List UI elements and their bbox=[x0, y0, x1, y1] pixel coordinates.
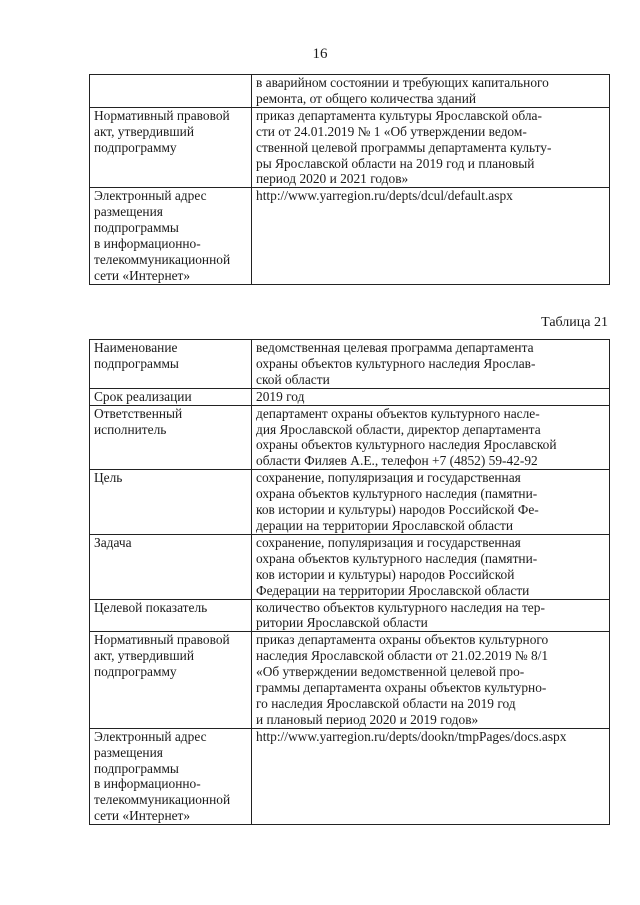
table-continued bbox=[89, 74, 610, 285]
row-value: приказ департамента культуры Ярославской обла- сти от 24.01.2019 № 1 «Об утверждении ведом- ственной целевой программы департамента культу- ры Ярославской области на 2019 год и плановый период 2020 и 2021 годов» bbox=[252, 107, 610, 188]
row-label: Ответственный исполнитель bbox=[90, 405, 252, 470]
table-row bbox=[90, 632, 610, 728]
row-value: приказ департамента охраны объектов культурного наследия Ярославской области от 21.02.2019 № 8/1 «Об утверждении ведомственной целевой про- граммы департамента охраны объектов культурно- го наследия Ярославской области на 2019 год и плановый период 2020 и 2019 годов» bbox=[252, 632, 610, 728]
row-label: Целевой показатель bbox=[90, 599, 252, 632]
row-value bbox=[252, 728, 610, 824]
row-label bbox=[90, 75, 252, 108]
row-value: количество объектов культурного наследия на тер- ритории Ярославской области bbox=[252, 599, 610, 632]
table-row bbox=[90, 388, 610, 405]
table-row bbox=[90, 599, 610, 632]
row-value: ведомственная целевая программа департамента охраны объектов культурного наследия Ярослав- ской области bbox=[252, 340, 610, 389]
row-value: 2019 год bbox=[252, 388, 610, 405]
row-label: Электронный адрес размещения подпрограммы в информационно- телекоммуникационной сети «Интернет» bbox=[90, 728, 252, 824]
table-row bbox=[90, 405, 610, 470]
table-row bbox=[90, 75, 610, 108]
row-label: Задача bbox=[90, 534, 252, 599]
table-caption: Таблица 21 bbox=[541, 315, 608, 330]
table-row bbox=[90, 470, 610, 535]
row-value: сохранение, популяризация и государственная охрана объектов культурного наследия (памятни- ков истории и культуры) народов Российской Фе- дерации на территории Ярославской области bbox=[252, 470, 610, 535]
table-21 bbox=[89, 339, 610, 825]
row-label: Нормативный правовой акт, утвердивший подпрограмму bbox=[90, 107, 252, 188]
url-text: http://www.yarregion.ru/depts/dcul/default.aspx bbox=[256, 188, 513, 204]
row-label: Цель bbox=[90, 470, 252, 535]
table-row bbox=[90, 340, 610, 389]
table-row bbox=[90, 534, 610, 599]
row-value: сохранение, популяризация и государственная охрана объектов культурного наследия (памятни- ков истории и культуры) народов Российской Федерации на территории Ярославской области bbox=[252, 534, 610, 599]
table-row bbox=[90, 728, 610, 824]
url-text: http://www.yarregion.ru/depts/dookn/tmpPages/docs.aspx bbox=[256, 728, 567, 744]
row-value: департамент охраны объектов культурного насле- дия Ярославской области, директор департамента охраны объектов культурного наследия Ярославской области Филяев А.Е., телефон +7 (4852) 59-42-92 bbox=[252, 405, 610, 470]
table-row bbox=[90, 188, 610, 284]
row-label: Срок реализации bbox=[90, 388, 252, 405]
row-value bbox=[252, 188, 610, 284]
row-label: Электронный адрес размещения подпрограммы в информационно- телекоммуникационной сети «Интернет» bbox=[90, 188, 252, 284]
table-row bbox=[90, 107, 610, 188]
page-number: 16 bbox=[312, 46, 328, 62]
row-label: Нормативный правовой акт, утвердивший подпрограмму bbox=[90, 632, 252, 728]
row-value: в аварийном состоянии и требующих капитального ремонта, от общего количества зданий bbox=[252, 75, 610, 108]
row-label: Наименование подпрограммы bbox=[90, 340, 252, 389]
